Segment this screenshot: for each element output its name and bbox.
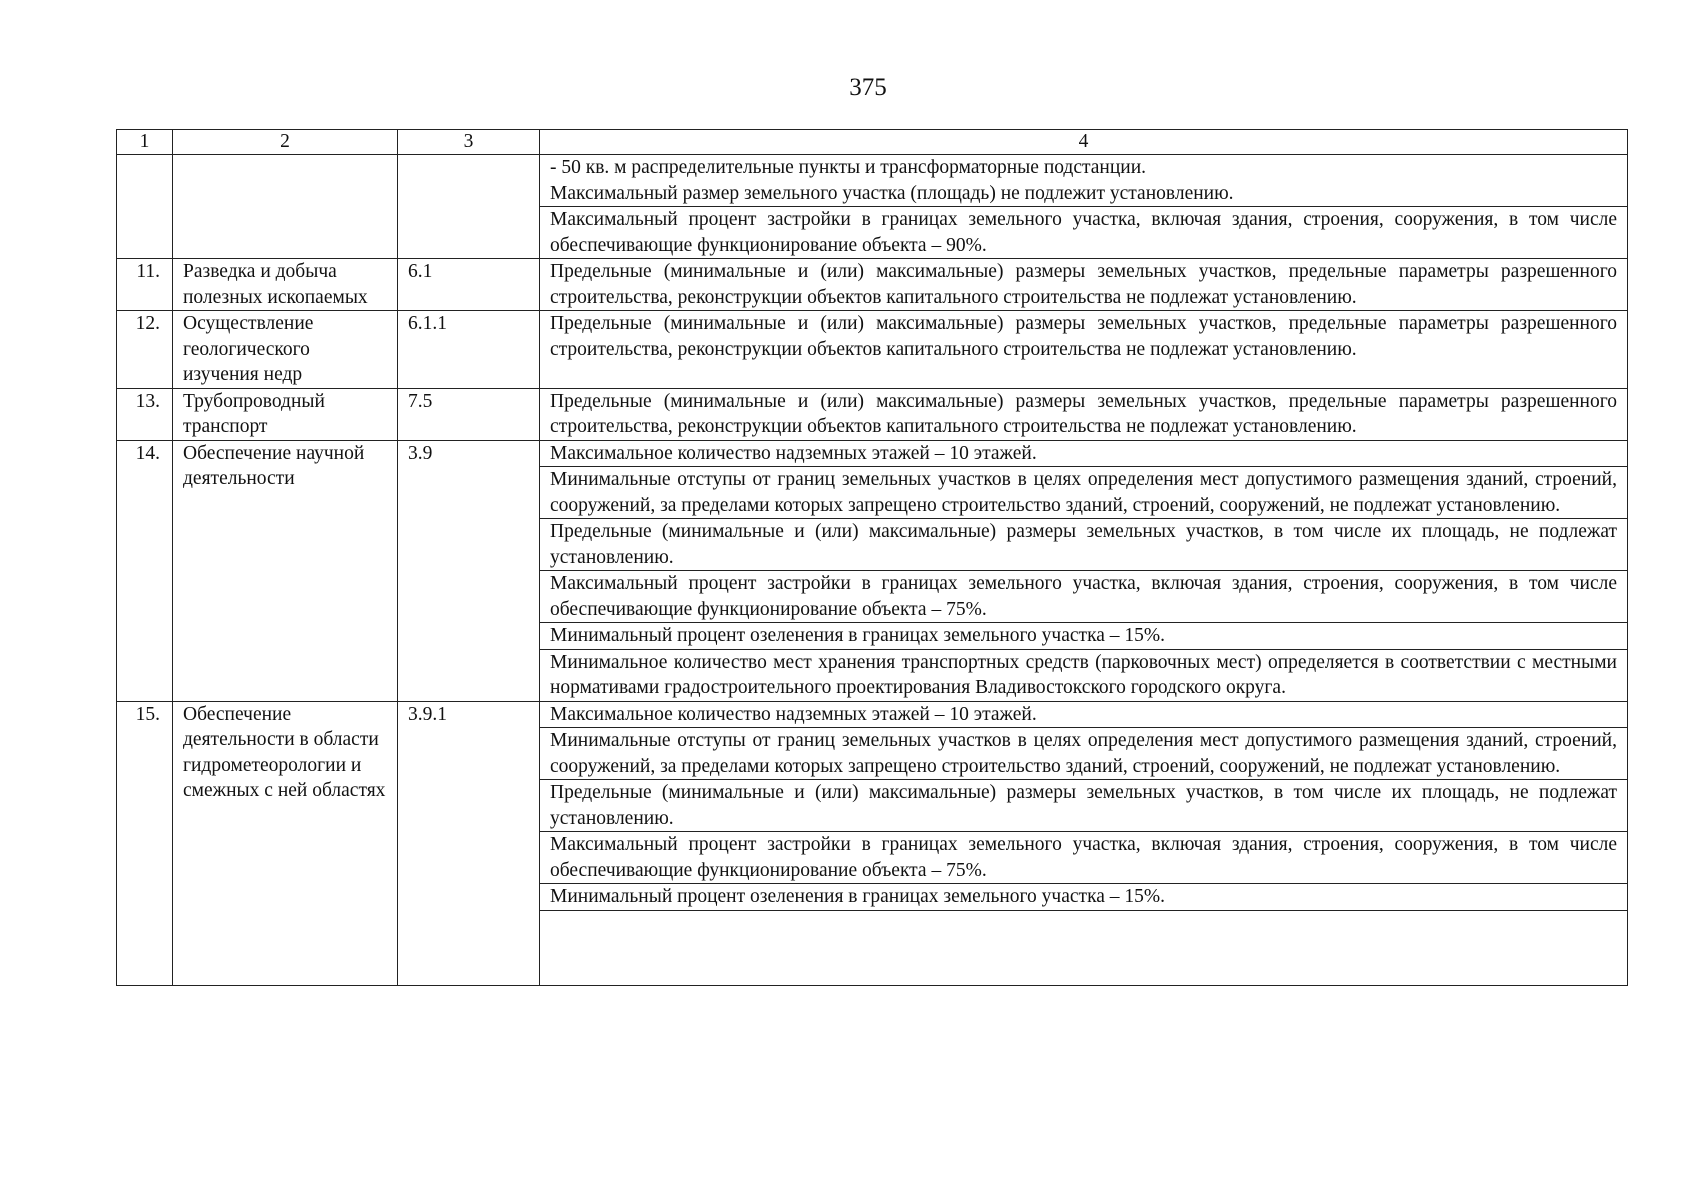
cell-code: 3.9.1	[398, 701, 540, 985]
cell-number: 12.	[117, 311, 173, 389]
cell-parameter: Предельные (минимальные и (или) максимальные) размеры земельных участков, предельные параметры разрешенного строительства, реконструкции объектов капитального строительства не подлежат установлению.	[540, 311, 1628, 389]
cell-parameter: Минимальные отступы от границ земельных участков в целях определения мест допустимого размещения зданий, строений, сооружений, за пределами которых запрещено строительство зданий, строений, сооружений, не подлежат установлению.	[540, 467, 1628, 519]
cell-code: 3.9	[398, 440, 540, 701]
cell-parameter: Предельные (минимальные и (или) максимальные) размеры земельных участков, предельные параметры разрешенного строительства, реконструкции объектов капитального строительства не подлежат установлению.	[540, 259, 1628, 311]
cell-number: 14.	[117, 440, 173, 701]
cell-number: 13.	[117, 388, 173, 440]
cell-number	[117, 155, 173, 259]
cell-parameter-empty	[540, 910, 1628, 985]
header-cell-4: 4	[540, 130, 1628, 155]
table-row	[117, 388, 1628, 440]
regulations-table	[116, 129, 1628, 986]
table-row-continuation	[117, 155, 1628, 207]
cell-usage-type: Разведка и добыча полезных ископаемых	[173, 259, 398, 311]
cell-code: 7.5	[398, 388, 540, 440]
regulations-table-body	[117, 130, 1628, 986]
cell-parameter: Максимальное количество надземных этажей – 10 этажей.	[540, 701, 1628, 728]
cell-number: 11.	[117, 259, 173, 311]
parameter-line: - 50 кв. м распределительные пункты и трансформаторные подстанции.	[550, 157, 1147, 178]
parameter-line: Максимальный размер земельного участка (площадь) не подлежит установлению.	[550, 182, 1234, 204]
table-row	[117, 440, 1628, 467]
header-cell-3: 3	[398, 130, 540, 155]
cell-usage-type: Обеспечение деятельности в области гидрометеорологии и смежных с ней областях	[173, 701, 398, 985]
cell-number: 15.	[117, 701, 173, 985]
page-number: 375	[849, 74, 887, 101]
cell-usage-type: Трубопроводный транспорт	[173, 388, 398, 440]
cell-parameter: Предельные (минимальные и (или) максимальные) размеры земельных участков, в том числе их площадь, не подлежат установлению.	[540, 780, 1628, 832]
cell-parameter	[540, 155, 1628, 207]
cell-parameter: Максимальное количество надземных этажей – 10 этажей.	[540, 440, 1628, 467]
cell-parameter: Минимальный процент озеленения в границах земельного участка – 15%.	[540, 623, 1628, 650]
header-cell-2: 2	[173, 130, 398, 155]
cell-usage-type: Осуществление геологического изучения недр	[173, 311, 398, 389]
cell-code	[398, 155, 540, 259]
cell-parameter: Минимальный процент озеленения в границах земельного участка – 15%.	[540, 884, 1628, 911]
cell-parameter: Максимальный процент застройки в границах земельного участка, включая здания, строения, сооружения, в том числе обеспечивающие функционирование объекта – 90%.	[540, 207, 1628, 259]
cell-usage-type: Обеспечение научной деятельности	[173, 440, 398, 701]
table-row	[117, 259, 1628, 311]
cell-usage-type	[173, 155, 398, 259]
cell-parameter: Предельные (минимальные и (или) максимальные) размеры земельных участков, предельные параметры разрешенного строительства, реконструкции объектов капитального строительства не подлежат установлению.	[540, 388, 1628, 440]
cell-parameter: Максимальный процент застройки в границах земельного участка, включая здания, строения, сооружения, в том числе обеспечивающие функционирование объекта – 75%.	[540, 571, 1628, 623]
cell-parameter: Минимальные отступы от границ земельных участков в целях определения мест допустимого размещения зданий, строений, сооружений, за пределами которых запрещено строительство зданий, строений, сооружений, не подлежат установлению.	[540, 728, 1628, 780]
table-row	[117, 701, 1628, 728]
table-header-row	[117, 130, 1628, 155]
cell-parameter: Максимальный процент застройки в границах земельного участка, включая здания, строения, сооружения, в том числе обеспечивающие функционирование объекта – 75%.	[540, 832, 1628, 884]
cell-parameter: Предельные (минимальные и (или) максимальные) размеры земельных участков, в том числе их площадь, не подлежат установлению.	[540, 519, 1628, 571]
header-cell-1: 1	[117, 130, 173, 155]
cell-code: 6.1.1	[398, 311, 540, 389]
table-row	[117, 311, 1628, 389]
cell-code: 6.1	[398, 259, 540, 311]
cell-parameter: Минимальное количество мест хранения транспортных средств (парковочных мест) определяется в соответствии с местными нормативами градостроительного проектирования Владивостокского городского округа.	[540, 649, 1628, 701]
